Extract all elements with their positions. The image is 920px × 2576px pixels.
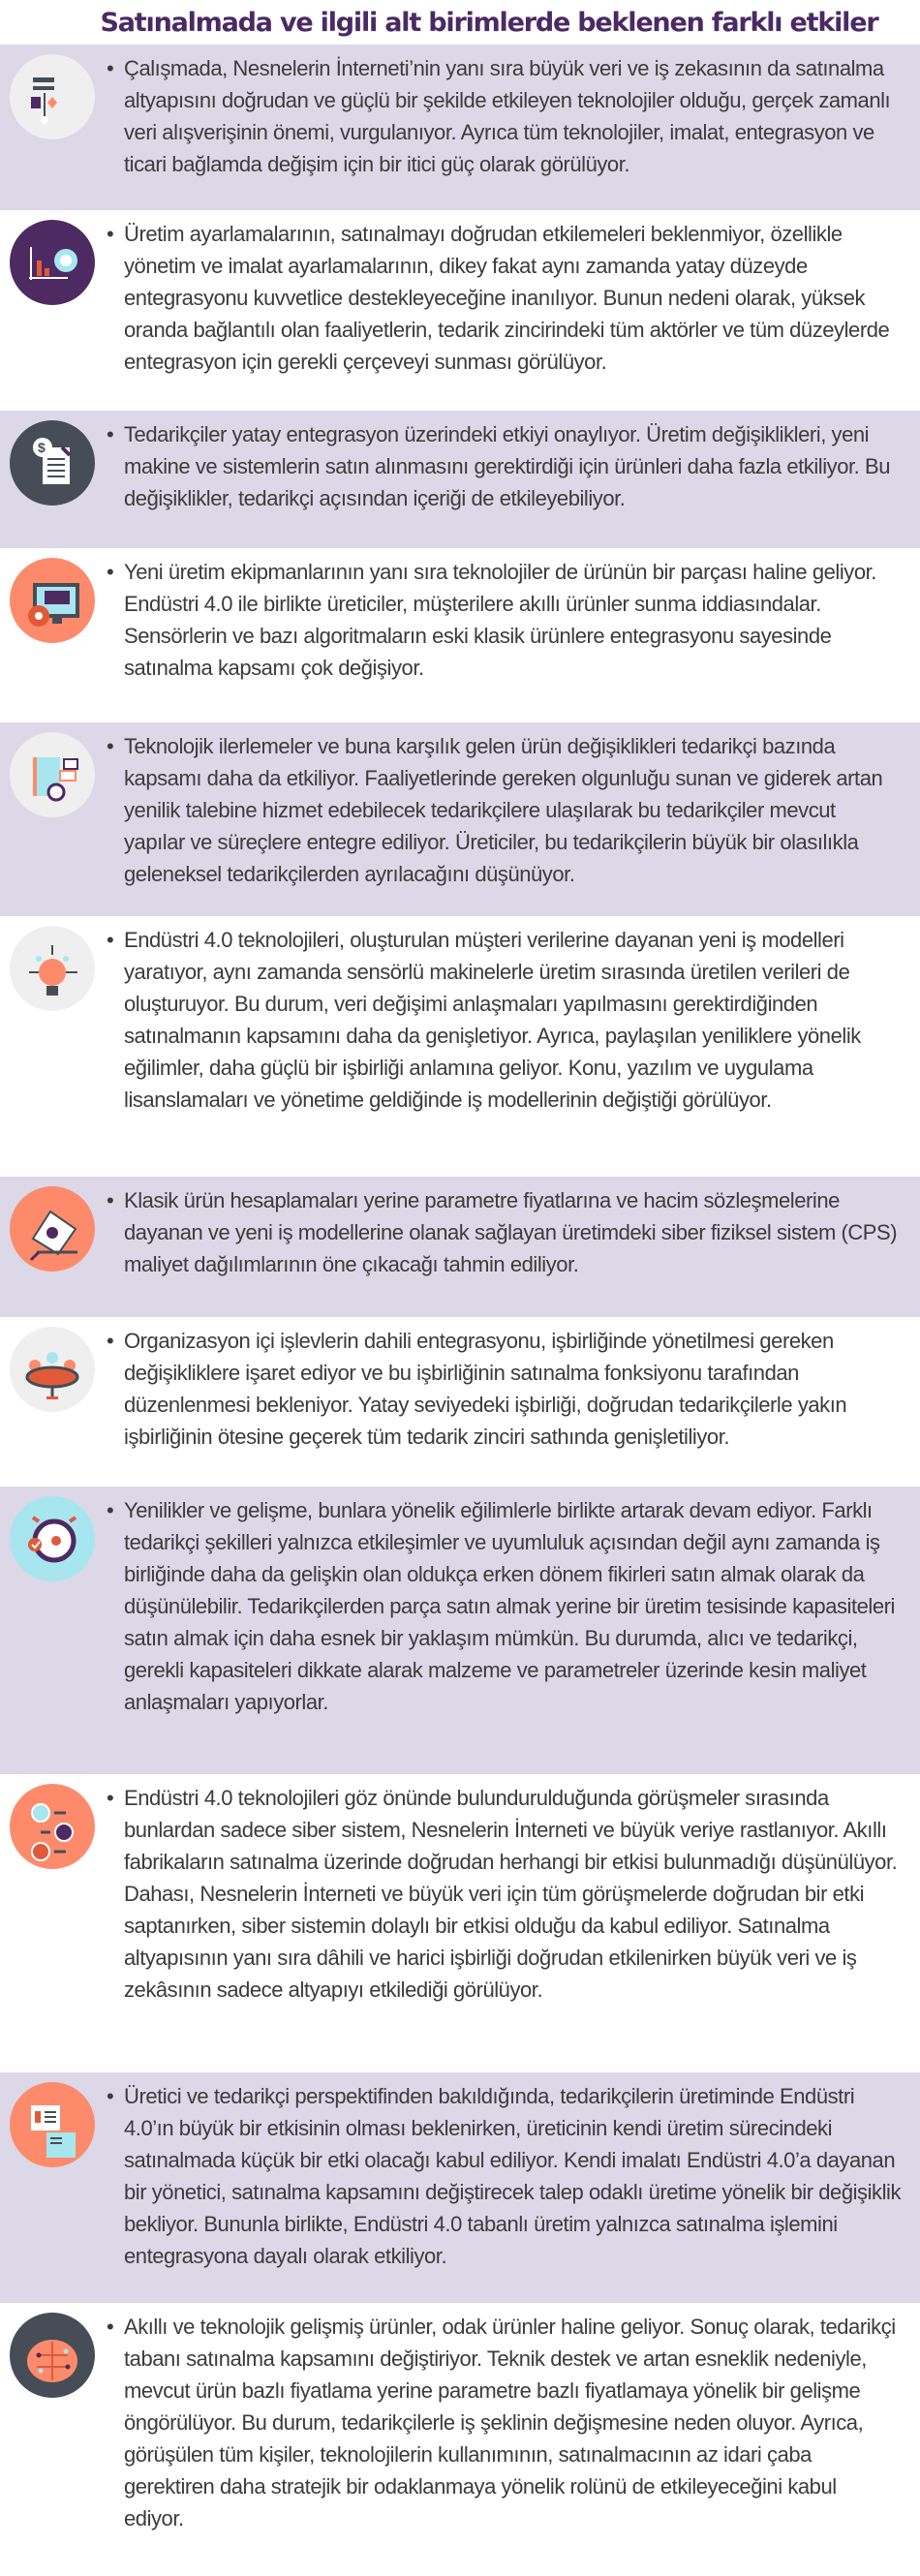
effect-item (0, 1774, 920, 2072)
effect-item (0, 1317, 920, 1487)
effect-text: • Endüstri 4.0 teknolojileri göz önünde bulundurulduğunda görüşmeler sırasında bunlardan sadece siber sistem, Nesnelerin İnterneti ve büyük veriye rastlanıyor. Akıllı fabrikaların satınalma üzerinde doğrudan herhangi bir etkisi bulunmadığı düşünülüyor. Dahası, Nesnelerin İnterneti ve büyük veri için tüm görüşmelerde doğrudan bir etki saptanırken, siber sistemin dolaylı bir etkisi olduğu da kabul ediliyor. Satınalma altyapısının yanı sıra dâhili ve harici işbirliği doğrudan etkilenirken büyük veri ve iş zekâsının sadece altyapıyı etkilediği görülüyor. (124, 1782, 901, 2006)
effect-text: • Yeni üretim ekipmanlarının yanı sıra teknolojiler de ürünün bir parçası haline geliyor. Endüstri 4.0 ile birlikte üreticiler, müşterilere akıllı ürünler sunma iddiasındalar. Sensörlerin ve bazı algoritmaların eski klasik ürünlere entegrasyonu sayesinde satınalma kapsamı çok değişiyor. (124, 556, 901, 684)
effect-text: • Çalışmada, Nesnelerin İnterneti’nin yanı sıra büyük veri ve iş zekasının da satınalma altyapısını doğrudan ve güçlü bir şekilde etkileyen teknolojiler olduğu, gerçek zamanlı veri alışverişinin önemi, vurgulanıyor. Ayrıca tüm teknolojiler, imalat, entegrasyon ve ticari bağlamda değişim için bir itici güç olarak görülüyor. (124, 52, 901, 180)
effect-item (0, 210, 920, 411)
brain-circuit-icon (10, 2313, 95, 2398)
svg-text:$: $ (38, 440, 46, 455)
file-transfer-icon (10, 2082, 95, 2167)
effect-item (0, 916, 920, 1177)
effect-text: • Yenilikler ve gelişme, bunlara yönelik eğilimlerle birlikte artarak devam ediyor. Farklı tedarikçi şekilleri yalnızca etkileşimler ve uyumluluk açısından değil aynı zamanda iş birliğinde daha da gelişkin olan oldukça erken dönem fikirleri satın almak olarak da düşünülebilir. Tedarikçilerden parça satın almak yerine bir üretim tesisinde kapasiteleri satın almak için daha esnek bir yaklaşım mümkün. Bu durumda, alıcı ve tedarikçi, gerekli kapasiteleri dikkate alarak malzeme ve parametreler üzerinde kesin maliyet anlaşmaları yapıyorlar. (124, 1494, 901, 1718)
effect-item (0, 1487, 920, 1774)
effect-text: • Organizasyon içi işlevlerin dahili entegrasyonu, işbirliğinde yönetilmesi gereken değişikliklere işaret ediyor ve bu işbirliğinin satınalma fonksiyonu tarafından düzenlenmesi bekleniyor. Yatay seviyedeki işbirliği, doğrudan tedarikçilerle yakın işbirliğinin ötesine geçerek tüm tedarik zinciri sathında genişletiliyor. (124, 1325, 901, 1453)
effect-item (0, 1177, 920, 1317)
chat-bubbles-icon (10, 1784, 95, 1869)
page-title: Satınalmada ve ilgili alt birimlerde beklenen farklı etkiler (100, 7, 878, 38)
effect-item (0, 548, 920, 722)
effect-item (0, 2303, 920, 2576)
banknotes-icon (10, 1186, 95, 1272)
effect-item (0, 411, 920, 548)
effect-text: • Üretici ve tedarikçi perspektifinden bakıldığında, tedarikçilerin üretiminde Endüstri 4.0’ın büyük bir etkisinin olması beklenirken, üreticinin kendi üretim sürecindeki satınalmada küçük bir etki olacağı kabul ediliyor. Kendi imalatı Endüstri 4.0’a dayanan bir yönetici, satınalma kapsamını değiştirecek talep odaklı üretime yönelik bir değişiklik bekliyor. Bununla birlikte, Endüstri 4.0 tabanlı üretim yalnızca satınalma işlemini entegrasyona dayalı olarak etkiliyor. (124, 2080, 901, 2272)
layout-magnifier-icon (10, 732, 95, 817)
effect-text: • Teknolojik ilerlemeler ve buna karşılık gelen ürün değişiklikleri tedarikçi bazında kapsamı daha da etkiliyor. Faaliyetlerinde gereken olgunluğu sunan ve giderek artan yenilik talebine hizmet edebilecek tedarikçilere ulaşılarak bu tedarikçiler mevcut yapılar ve süreçlere entegre ediliyor. Üreticiler, bu tedarikçilerin büyük bir olasılıkla geleneksel tedarikçilerden ayrılacağını düşünüyor. (124, 730, 901, 890)
effect-text: • Klasik ürün hesaplamaları yerine parametre fiyatlarına ve hacim sözleşmelerine dayanan ve yeni iş modellerine olanak sağlayan üretimdeki siber fiziksel sistem (CPS) maliyet dağılımlarının öne çıkacağı tahmin ediliyor. (124, 1184, 901, 1280)
effect-text: • Akıllı ve teknolojik gelişmiş ürünler, odak ürünler haline geliyor. Sonuç olarak, tedarikçi tabanı satınalma kapsamını değiştiriyor. Teknik destek ve artan esneklik nedeniyle, mevcut ürün bazlı fiyatlama yerine parametre bazlı fiyatlamaya yönelik bir gelişme öngörülüyor. Bu durum, tedarikçilerle iş şeklinin değişmesine neden oluyor. Ayrıca, görüşülen tüm kişiler, teknolojilerin kullanımının, satınalmacının az idari çaba gerektiren daha stratejik bir odaklanmaya yönelik rolünü de etkileyeceğini kabul ediyor. (124, 2311, 901, 2534)
effects-list (0, 45, 920, 2576)
monitor-gear-icon (10, 558, 95, 643)
meeting-table-icon (10, 1327, 95, 1412)
alarm-clock-icon (10, 1496, 95, 1581)
lightbulb-network-icon (10, 926, 95, 1011)
chart-gear-icon (10, 220, 95, 305)
effect-text: • Üretim ayarlamalarının, satınalmayı doğrudan etkilemeleri beklenmiyor, özellikle yönetim ve imalat ayarlamalarının, dikey fakat aynı zamanda yatay düzeyde entegrasyonu kuvvetlice destekleyeceğine inanılıyor. Bunun nedeni olarak, yüksek oranda bağlantılı olan faaliyetlerin, tedarik zincirindeki tüm aktörler ve tüm düzeylerde entegrasyon için gerekli çerçeveyi sunması görülüyor. (124, 218, 901, 378)
effect-text: • Tedarikçiler yatay entegrasyon üzerindeki etkiyi onaylıyor. Üretim değişiklikleri, yeni makine ve sistemlerin satın alınmasını gerektirdiği için ürünleri daha fazla etkiliyor. Bu değişiklikler, tedarikçi açısından içeriği de etkileyebiliyor. (124, 418, 901, 514)
effect-item (0, 2072, 920, 2303)
invoice-dollar-icon (10, 420, 95, 506)
effect-item (0, 45, 920, 210)
effect-item (0, 722, 920, 916)
flowchart-icon (10, 54, 95, 139)
effect-text: • Endüstri 4.0 teknolojileri, oluşturulan müşteri verilerine dayanan yeni iş modelleri yaratıyor, aynı zamanda sensörlü makinelerle üretim sırasında üretilen verileri de oluşturuyor. Bu durum, veri değişimi anlaşmaları yapılmasını gerektirdiğinden satınalmanın kapsamını daha da genişletiyor. Ayrıca, paylaşılan yeniliklere yönelik eğilimler, daha güçlü bir işbirliği anlamına geliyor. Konu, yazılım ve uygulama lisanslamaları ve yönetime geldiğinde iş modellerinin değiştiği görülüyor. (124, 924, 901, 1116)
